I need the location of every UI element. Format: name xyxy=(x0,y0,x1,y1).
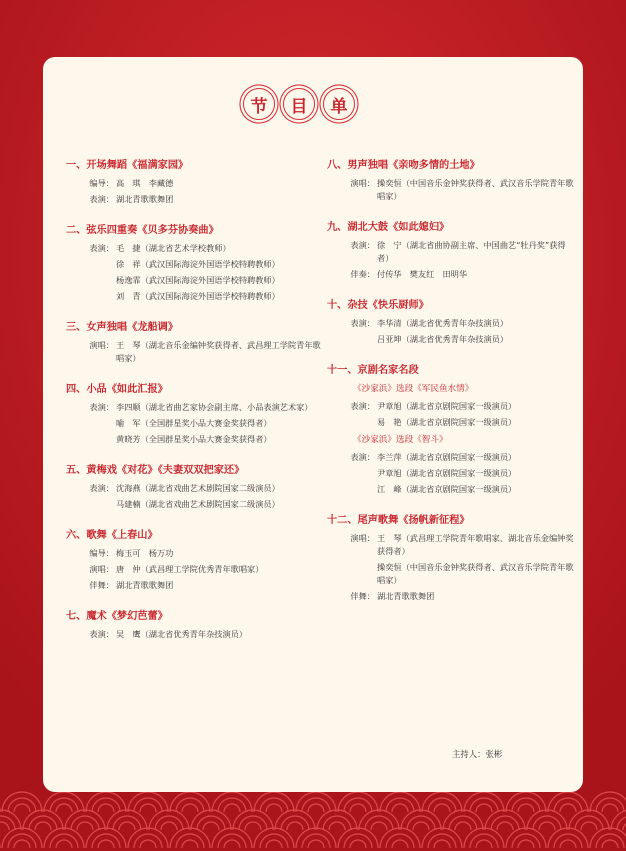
program-item xyxy=(66,223,326,303)
performer-text: 唐 仲（武昌理工学院优秀青年歌唱家） xyxy=(116,564,264,574)
program-item-title: 七、魔术《梦幻芭蕾》 xyxy=(66,611,168,622)
program-excerpt-title: 《沙家浜》选段《智斗》 xyxy=(353,435,448,445)
performer-row xyxy=(327,561,577,587)
host-credit: 主持人：张彬 xyxy=(452,749,503,759)
performer-row xyxy=(66,339,326,365)
performer-text: 李华清（湖北省优秀青年杂技演员） xyxy=(377,318,509,328)
performer-text: 刘 青（武汉国际海淀外国语学校特聘教师） xyxy=(116,291,280,301)
performer-row xyxy=(66,482,326,495)
program-item-title: 十二、尾声歌舞《扬帆新征程》 xyxy=(327,515,470,526)
performer-text: 操奕恒（中国音乐金钟奖获得者、武汉音乐学院青年歌唱家） xyxy=(377,178,574,201)
role-label: 表演： xyxy=(350,240,375,250)
performer-text: 徐 宁（湖北省曲协副主席、中国曲艺“牡丹奖”获得者） xyxy=(377,240,566,263)
role-label xyxy=(88,258,114,271)
performer-text: 湖北青歌歌舞团 xyxy=(377,591,435,601)
role-label: 演唱： xyxy=(89,564,114,574)
program-item xyxy=(327,298,577,346)
program-item-title: 六、歌舞《上春山》 xyxy=(66,530,158,541)
program-excerpt-title: 《沙家浜》选段《军民鱼水情》 xyxy=(353,384,474,394)
role-label xyxy=(349,333,375,346)
performer-row xyxy=(66,258,326,271)
role-label: 表演： xyxy=(350,401,375,411)
performer-row xyxy=(66,563,326,576)
performer-row xyxy=(327,317,577,330)
program-item xyxy=(327,158,577,203)
performer-text: 李四顺（湖北省曲艺家协会副主席、小品表演艺术家） xyxy=(116,402,313,412)
program-title xyxy=(243,88,355,120)
role-label: 表演： xyxy=(89,194,114,204)
role-label xyxy=(349,467,375,480)
program-item xyxy=(66,320,326,365)
performer-row xyxy=(66,579,326,592)
performer-row xyxy=(66,417,326,430)
performer-row xyxy=(66,274,326,287)
performer-text: 梅玉可 杨万功 xyxy=(116,548,174,558)
role-label: 表演： xyxy=(89,629,114,639)
role-label: 表演： xyxy=(89,243,114,253)
program-item-title: 三、女声独唱《龙船调》 xyxy=(66,322,179,333)
role-label: 伴舞： xyxy=(350,591,375,601)
program-item xyxy=(66,528,326,592)
program-item xyxy=(327,363,577,496)
role-label: 表演： xyxy=(350,318,375,328)
performer-row xyxy=(327,416,577,429)
title-char: 目 xyxy=(283,88,315,120)
program-item-title: 十、杂技《快乐厨师》 xyxy=(327,300,429,311)
performer-text: 王 琴（武昌理工学院青年歌唱家、湖北音乐金编钟奖获得者） xyxy=(377,533,574,556)
performer-text: 吴 鹰（湖北省优秀青年杂技演员） xyxy=(116,629,248,639)
performer-row xyxy=(66,290,326,303)
performer-text: 尹章旭（湖北省京剧院国家一级演员） xyxy=(377,468,517,478)
performer-text: 吕亚坤（湖北省优秀青年杂技演员） xyxy=(377,334,509,344)
performer-row xyxy=(327,239,577,265)
role-label xyxy=(88,274,114,287)
performer-row xyxy=(66,242,326,255)
performer-row xyxy=(327,177,577,203)
role-label: 伴奏： xyxy=(350,269,375,279)
program-item-title: 四、小品《如此汇报》 xyxy=(66,384,168,395)
performer-text: 李兰萍（湖北省京剧院国家一级演员） xyxy=(377,452,517,462)
program-item xyxy=(66,609,326,641)
program-item xyxy=(66,382,326,446)
program-item-title: 九、湖北大鼓《如此媳妇》 xyxy=(327,222,450,233)
performer-row xyxy=(66,547,326,560)
performer-text: 尹章旭（湖北省京剧院国家一级演员） xyxy=(377,401,517,411)
performer-row xyxy=(66,433,326,446)
performer-text: 付传华 樊友红 田明华 xyxy=(377,269,468,279)
program-column-right xyxy=(327,158,577,620)
performer-text: 王 琴（湖北音乐金编钟奖获得者、武昌理工学院青年歌唱家） xyxy=(116,340,321,363)
performer-row xyxy=(327,400,577,413)
performer-text: 黄晓芳（全国群星奖小品大赛金奖获得者） xyxy=(116,434,272,444)
performer-row xyxy=(327,268,577,281)
performer-row xyxy=(66,498,326,511)
role-label: 编导： xyxy=(89,178,114,188)
performer-row xyxy=(327,590,577,603)
program-item xyxy=(66,463,326,511)
role-label xyxy=(349,483,375,496)
program-item-title: 十一、京剧名家名段 xyxy=(327,365,419,376)
performer-text: 江 峰（湖北省京剧院国家一级演员） xyxy=(377,484,517,494)
performer-text: 高 琪 李藏德 xyxy=(116,178,174,188)
performer-row xyxy=(66,177,326,190)
program-item xyxy=(66,158,326,206)
program-item-title: 五、黄梅戏《对花》《夫妻双双把家还》 xyxy=(66,465,245,476)
performer-row xyxy=(327,333,577,346)
role-label: 演唱： xyxy=(350,533,375,543)
performer-row xyxy=(66,628,326,641)
performer-text: 杨逸霏（武汉国际海淀外国语学校特聘教师） xyxy=(116,275,280,285)
performer-row xyxy=(327,532,577,558)
role-label: 表演： xyxy=(89,483,114,493)
performer-row xyxy=(327,483,577,496)
program-item xyxy=(327,220,577,281)
title-char: 单 xyxy=(323,88,355,120)
performer-text: 湖北青歌歌舞团 xyxy=(116,194,174,204)
role-label xyxy=(88,290,114,303)
performer-text: 沈海燕（湖北省戏曲艺术剧院国家二级演员） xyxy=(116,483,280,493)
performer-row xyxy=(66,401,326,414)
role-label xyxy=(349,561,375,587)
role-label: 编导： xyxy=(89,548,114,558)
performer-text: 徐 祥（武汉国际海淀外国语学校特聘教师） xyxy=(116,259,280,269)
role-label: 演唱： xyxy=(89,340,114,350)
role-label xyxy=(88,433,114,446)
program-item-title: 一、开场舞蹈《福满家园》 xyxy=(66,160,189,171)
role-label: 演唱： xyxy=(350,178,375,188)
performer-row xyxy=(327,451,577,464)
program-item xyxy=(327,513,577,603)
role-label: 表演： xyxy=(350,452,375,462)
title-char: 节 xyxy=(243,88,275,120)
performer-text: 湖北青歌歌舞团 xyxy=(116,580,174,590)
program-item-title: 二、弦乐四重奏《贝多芬协奏曲》 xyxy=(66,225,219,236)
performer-text: 喻 军（全国群星奖小品大赛金奖获得者） xyxy=(116,418,272,428)
program-item-title: 八、男声独唱《亲吻多情的土地》 xyxy=(327,160,480,171)
performer-text: 操奕恒（中国音乐金钟奖获得者、武汉音乐学院青年歌唱家） xyxy=(377,562,574,585)
performer-text: 易 艳（湖北省京剧院国家一级演员） xyxy=(377,417,517,427)
performer-row xyxy=(327,467,577,480)
role-label: 表演： xyxy=(89,402,114,412)
performer-row xyxy=(66,193,326,206)
role-label xyxy=(349,416,375,429)
role-label xyxy=(88,417,114,430)
program-column-left xyxy=(66,158,326,658)
role-label xyxy=(88,498,114,511)
performer-text: 马建楠（湖北省戏曲艺术剧院国家二级演员） xyxy=(116,499,280,509)
performer-text: 毛 捷（湖北省艺术学校教师） xyxy=(116,243,231,253)
role-label: 伴舞： xyxy=(89,580,114,590)
